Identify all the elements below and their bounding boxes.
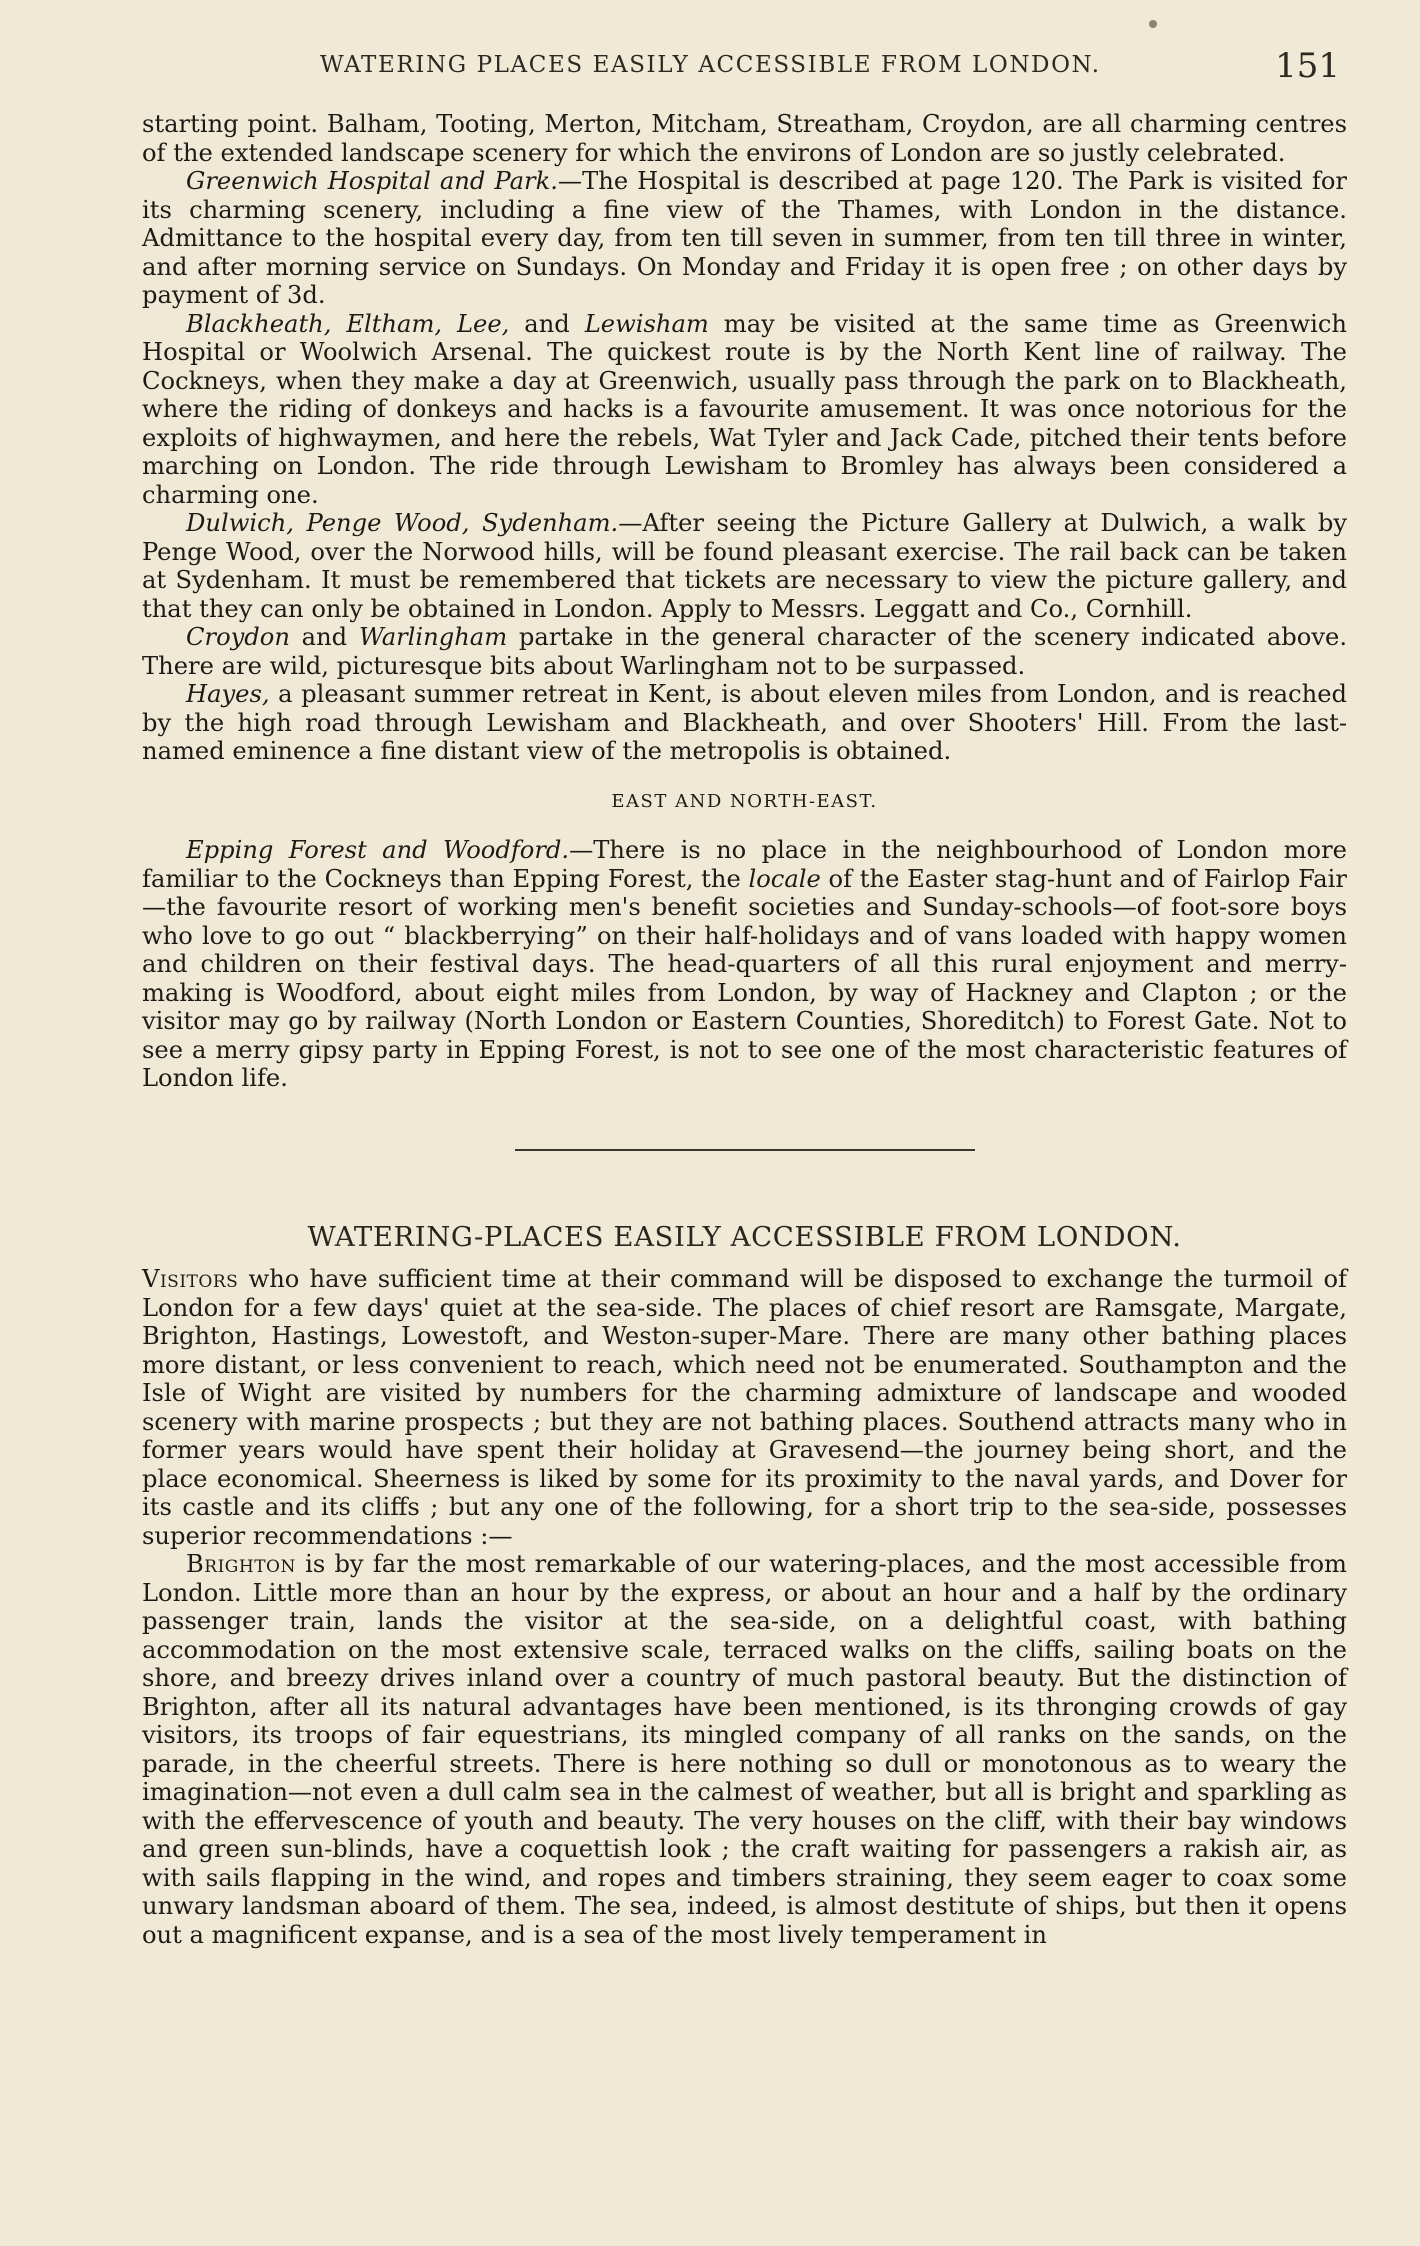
place-heading: Lewisham bbox=[584, 309, 709, 338]
page-header bbox=[140, 46, 1360, 96]
paragraph-croydon: Croydon and Warlingham partake in the general character of the scenery indicated above. There are wild, picturesque bits about Warlingham not to be surpassed. bbox=[142, 623, 1348, 680]
page-number: 151 bbox=[1275, 46, 1340, 86]
place-heading: Greenwich Hospital and Park. bbox=[186, 167, 558, 195]
subheading-east: EAST AND NORTH-EAST. bbox=[611, 790, 878, 812]
running-title: WATERING PLACES EASILY ACCESSIBLE FROM LONDON. bbox=[320, 52, 1101, 78]
paragraph-visitors: Visitors who have sufficient time at their command will be disposed to exchange the turmoil of London for a few days' quiet at the sea-side. The places of chief resort are Ramsgate, Margate, Brighton, Hastings, Lowestoft, and Weston-super-Mare. There are many other bathing places more distant, or less convenient to reach, which need not be enumerated. Southampton and the Isle of Wight are visited by numbers for the charming admixture of landscape and wooded scenery with marine prospects ; but they are not bathing places. Southend attracts many who in former years would have spent their holiday at Gravesend—the journey being short, and the place economical. Sheerness is liked by some for its proximity to the naval yards, and Dover for its castle and its cliffs ; but any one of the following, for a short trip to the sea-side, possesses superior recommendations :— bbox=[142, 1265, 1347, 1550]
ink-dot bbox=[1149, 20, 1157, 28]
place-heading: Croydon bbox=[186, 623, 290, 651]
paragraph-epping: Epping Forest and Woodford.—There is no place in the neighbourhood of London more familiar to the Cockneys than Epping Forest, the locale of the Easter stag-hunt and of Fairlop Fair—the favourite resort of working men's benefit societies and Sunday-schools—of foot-sore boys who love to go out “ blackberrying” on their half-holidays and of vans loaded with happy women and children on their festival days. The head-quarters of all this rural enjoyment and merry-making is Woodford, about eight miles from London, by way of Hackney and Clapton ; or the visitor may go by railway (North London or Eastern Counties, Shoreditch) to Forest Gate. Not to see a merry gipsy party in Epping Forest, is not to see one of the most characteristic features of London life. bbox=[142, 836, 1347, 1092]
place-heading: Epping Forest and Woodford. bbox=[186, 836, 570, 864]
lead-word: Visitors bbox=[142, 1265, 239, 1293]
paragraph-greenwich: Greenwich Hospital and Park.—The Hospital is described at page 120. The Park is visited for its charming scenery, including a fine view of the Thames, with London in the distance. Admittance to the hospital every day, from ten till seven in summer, from ten till three in winter, and after morning service on Sundays. On Monday and Friday it is open free ; on other days by payment of 3d. bbox=[142, 167, 1347, 309]
section-title: WATERING-PLACES EASILY ACCESSIBLE FROM LONDON. bbox=[307, 1220, 1182, 1253]
page-body bbox=[142, 110, 1347, 1949]
paragraph-blackheath: Blackheath, Eltham, Lee, and Lewisham may be visited at the same time as Greenwich Hospital or Woolwich Arsenal. The quickest route is by the North Kent line of railway. The Cockneys, when they make a day at Greenwich, usually pass through the park on to Blackheath, where the riding of donkeys and hacks is a favourite amusement. It was once notorious for the exploits of highwaymen, and here the rebels, Wat Tyler and Jack Cade, pitched their tents before marching on London. The ride through Lewisham to Bromley has always been considered a charming one. bbox=[142, 309, 1347, 509]
place-heading: Hayes, bbox=[186, 680, 270, 708]
section-divider bbox=[515, 1149, 975, 1151]
lead-word: Brighton bbox=[186, 1550, 296, 1578]
paragraph-starting-point: starting point. Balham, Tooting, Merton, Mitcham, Streatham, Croydon, are all charming centres of the extended landscape scenery for which the environs of London are so justly celebrated. bbox=[142, 110, 1347, 167]
paragraph-brighton: Brighton is by far the most remarkable of our watering-places, and the most accessible from London. Little more than an hour by the express, or about an hour and a half by the ordinary passenger train, lands the visitor at the sea-side, on a delightful coast, with bathing accommodation on the most extensive scale, terraced walks on the cliffs, sailing boats on the shore, and breezy drives inland over a country of much pastoral beauty. But the distinction of Brighton, after all its natural advantages have been mentioned, is its thronging crowds of gay visitors, its troops of fair equestrians, its mingled company of all ranks on the sands, on the parade, in the cheerful streets. There is here nothing so dull or monotonous as to weary the imagination—not even a dull calm sea in the calmest of weather, but all is bright and sparkling as with the effervescence of youth and beauty. The very houses on the cliff, with their bay windows and green sun-blinds, have a coquettish look ; the craft waiting for passengers a rakish air, as with sails flapping in the wind, and ropes and timbers straining, they seem eager to coax some unwary landsman aboard of them. The sea, indeed, is almost destitute of ships, but then it opens out a magnificent expanse, and is a sea of the most lively temperament in bbox=[142, 1550, 1347, 1949]
place-heading: Dulwich, Penge Wood, Sydenham. bbox=[186, 509, 619, 537]
paragraph-hayes: Hayes, a pleasant summer retreat in Kent, is about eleven miles from London, and is reached by the high road through Lewisham and Blackheath, and over Shooters' Hill. From the last-named eminence a fine distant view of the metropolis is obtained. bbox=[142, 680, 1347, 765]
paragraph-dulwich: Dulwich, Penge Wood, Sydenham.—After seeing the Picture Gallery at Dulwich, a walk by Penge Wood, over the Norwood hills, will be found pleasant exercise. The rail back can be taken at Sydenham. It must be remembered that tickets are necessary to view the picture gallery, and that they can only be obtained in London. Apply to Messrs. Leggatt and Co., Cornhill. bbox=[142, 509, 1347, 623]
place-heading: Blackheath, Eltham, Lee, bbox=[186, 309, 510, 338]
place-heading: Warlingham bbox=[358, 623, 508, 651]
